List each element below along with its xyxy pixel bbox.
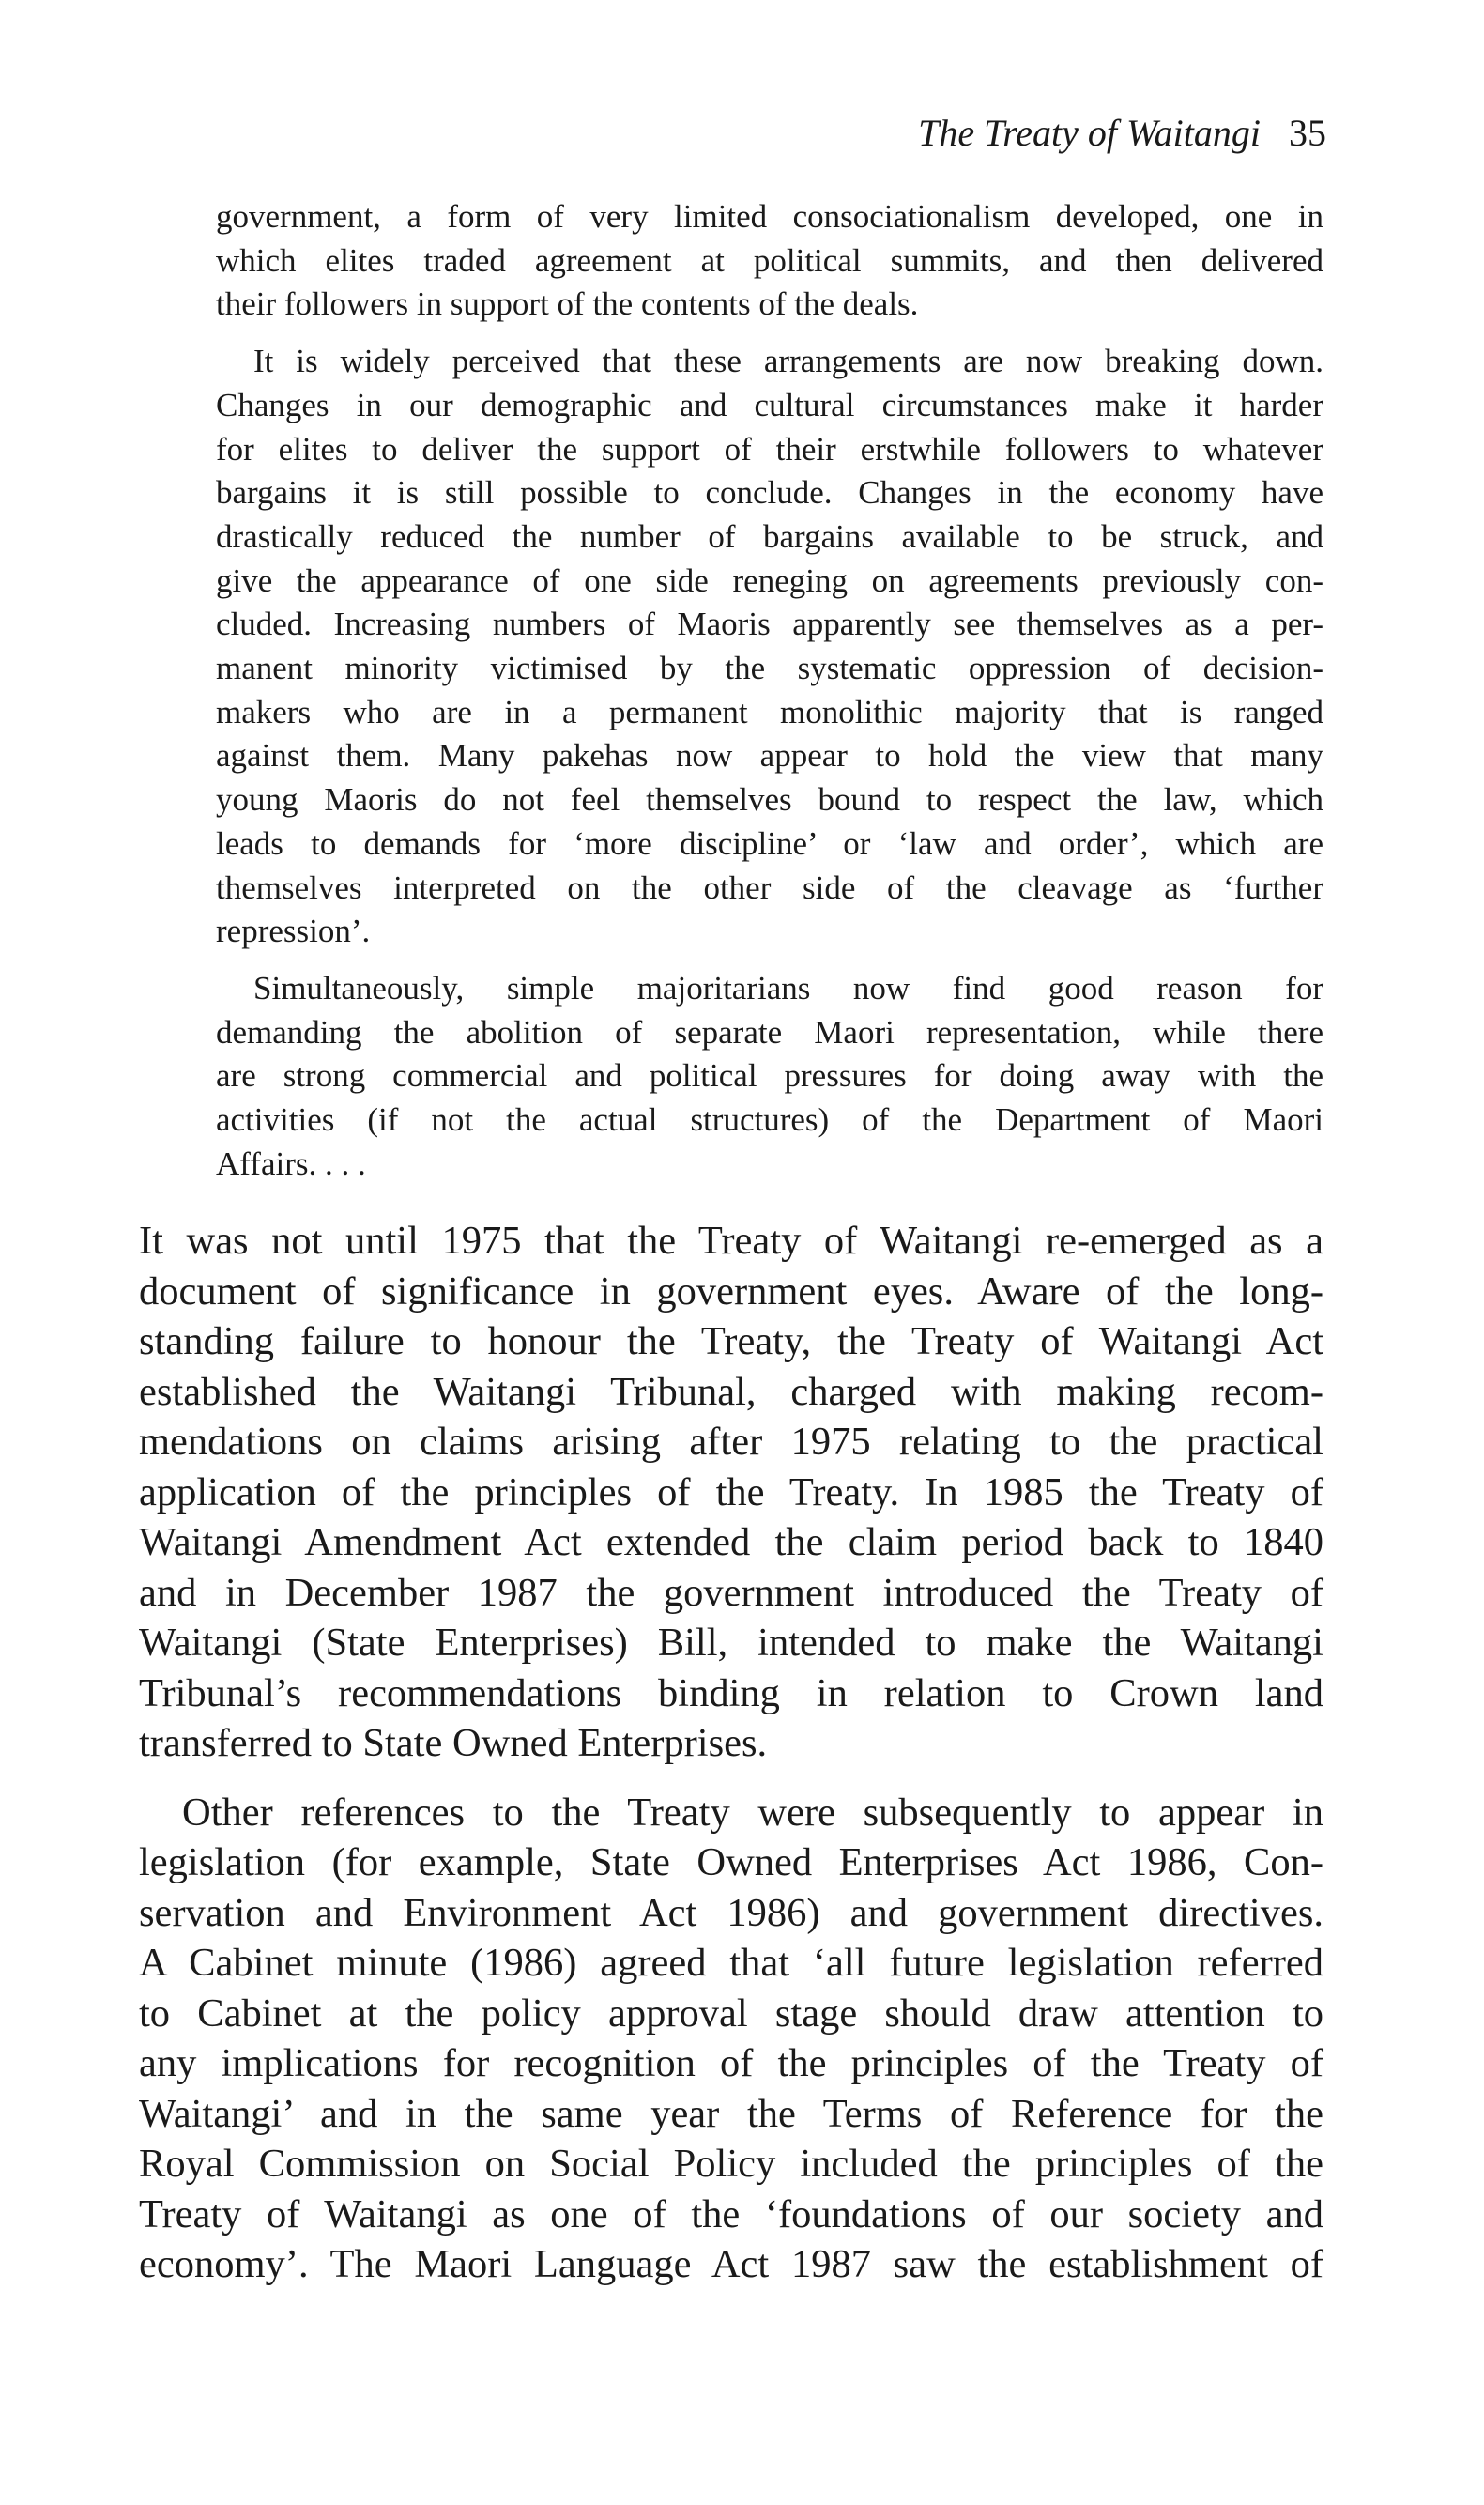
text-line: Royal Commission on Social Policy included the principles of the [139,2142,1323,2186]
text-line: manent minority victimised by the systematic oppression of decision- [216,650,1323,687]
text-line: against them. Many pakehas now appear to hold the view that many [216,737,1323,775]
text-line: activities (if not the actual structures) of the Department of Maori [216,1101,1323,1139]
text-line: servation and Environment Act 1986) and government directives. [139,1890,1323,1935]
text-line: Tribunal’s recommendations binding in relation to Crown land [139,1670,1323,1715]
body-text [139,1216,1323,2290]
block-quotation [216,195,1323,1186]
text-line: drastically reduced the number of bargains available to be struck, and [216,517,1323,555]
running-head [918,111,1326,156]
text-line: Other references to the Treaty were subsequently to appear in [182,1790,1323,1835]
text-line: economy’. The Maori Language Act 1987 saw the establishment of [139,2242,1323,2286]
text-line: transferred to State Owned Enterprises. [139,1721,768,1765]
text-line: Simultaneously, simple majoritarians now find good reason for [253,969,1323,1007]
text-line: themselves interpreted on the other side of the cleavage as ‘further [216,868,1323,906]
text-line: young Maoris do not feel themselves bound to respect the law, which [216,781,1323,819]
text-line: document of significance in government eyes. Aware of the long- [139,1268,1323,1314]
text-line: established the Waitangi Tribunal, charged with making recom- [139,1369,1323,1414]
text-line: for elites to deliver the support of their erstwhile followers to whatever [216,430,1323,468]
text-line: which elites traded agreement at political summits, and then delivered [216,241,1323,279]
text-line: It is widely perceived that these arrangements are now breaking down. [253,343,1323,380]
text-line: legislation (for example, State Owned Enterprises Act 1986, Con- [139,1840,1323,1884]
text-line: Treaty of Waitangi as one of the ‘foundations of our society and [139,2191,1323,2236]
text-line: Affairs. . . . [216,1145,366,1182]
text-line: to Cabinet at the policy approval stage should draw attention to [139,1990,1323,2036]
text-line: Waitangi (State Enterprises) Bill, intended to make the Waitangi [139,1621,1323,1665]
page-number: 35 [1289,112,1326,154]
text-line: government, a form of very limited consociationalism developed, one in [216,198,1323,235]
text-line: and in December 1987 the government introduced the Treaty of [139,1570,1323,1615]
text-line: bargains it is still possible to conclude. Changes in the economy have [216,474,1323,512]
text-line: A Cabinet minute (1986) agreed that ‘all future legislation referred [139,1941,1323,1985]
running-title: The Treaty of Waitangi [918,112,1261,154]
text-line: leads to demands for ‘more discipline’ or ‘law and order’, which are [216,824,1323,862]
quote-paragraph-1 [216,195,1323,327]
quote-paragraph-2 [216,340,1323,954]
text-line: makers who are in a permanent monolithic majority that is ranged [216,693,1323,730]
text-line: give the appearance of one side reneging on agreements previously con- [216,561,1323,599]
body-paragraph-1 [139,1216,1323,1769]
text-line: mendations on claims arising after 1975 relating to the practical [139,1420,1323,1464]
text-line: Waitangi Amendment Act extended the claim period back to 1840 [139,1520,1323,1564]
text-line: standing failure to honour the Treaty, the Treaty of Waitangi Act [139,1319,1323,1363]
text-line: their followers in support of the contents of the deals. [216,285,919,323]
text-line: repression’. [216,913,371,950]
text-line: It was not until 1975 that the Treaty of Waitangi re-emerged as a [139,1219,1323,1263]
quote-paragraph-3 [216,967,1323,1187]
text-line: application of the principles of the Treaty. In 1985 the Treaty of [139,1469,1323,1514]
text-line: Waitangi’ and in the same year the Terms of Reference for the [139,2091,1323,2136]
text-line: any implications for recognition of the principles of the Treaty of [139,2041,1323,2085]
text-line: are strong commercial and political pressures for doing away with the [216,1057,1323,1095]
body-paragraph-2 [139,1788,1323,2290]
text-line: demanding the abolition of separate Maori representation, while there [216,1013,1323,1051]
text-line: cluded. Increasing numbers of Maoris apparently see themselves as a per- [216,606,1323,643]
text-line: Changes in our demographic and cultural circumstances make it harder [216,386,1323,423]
